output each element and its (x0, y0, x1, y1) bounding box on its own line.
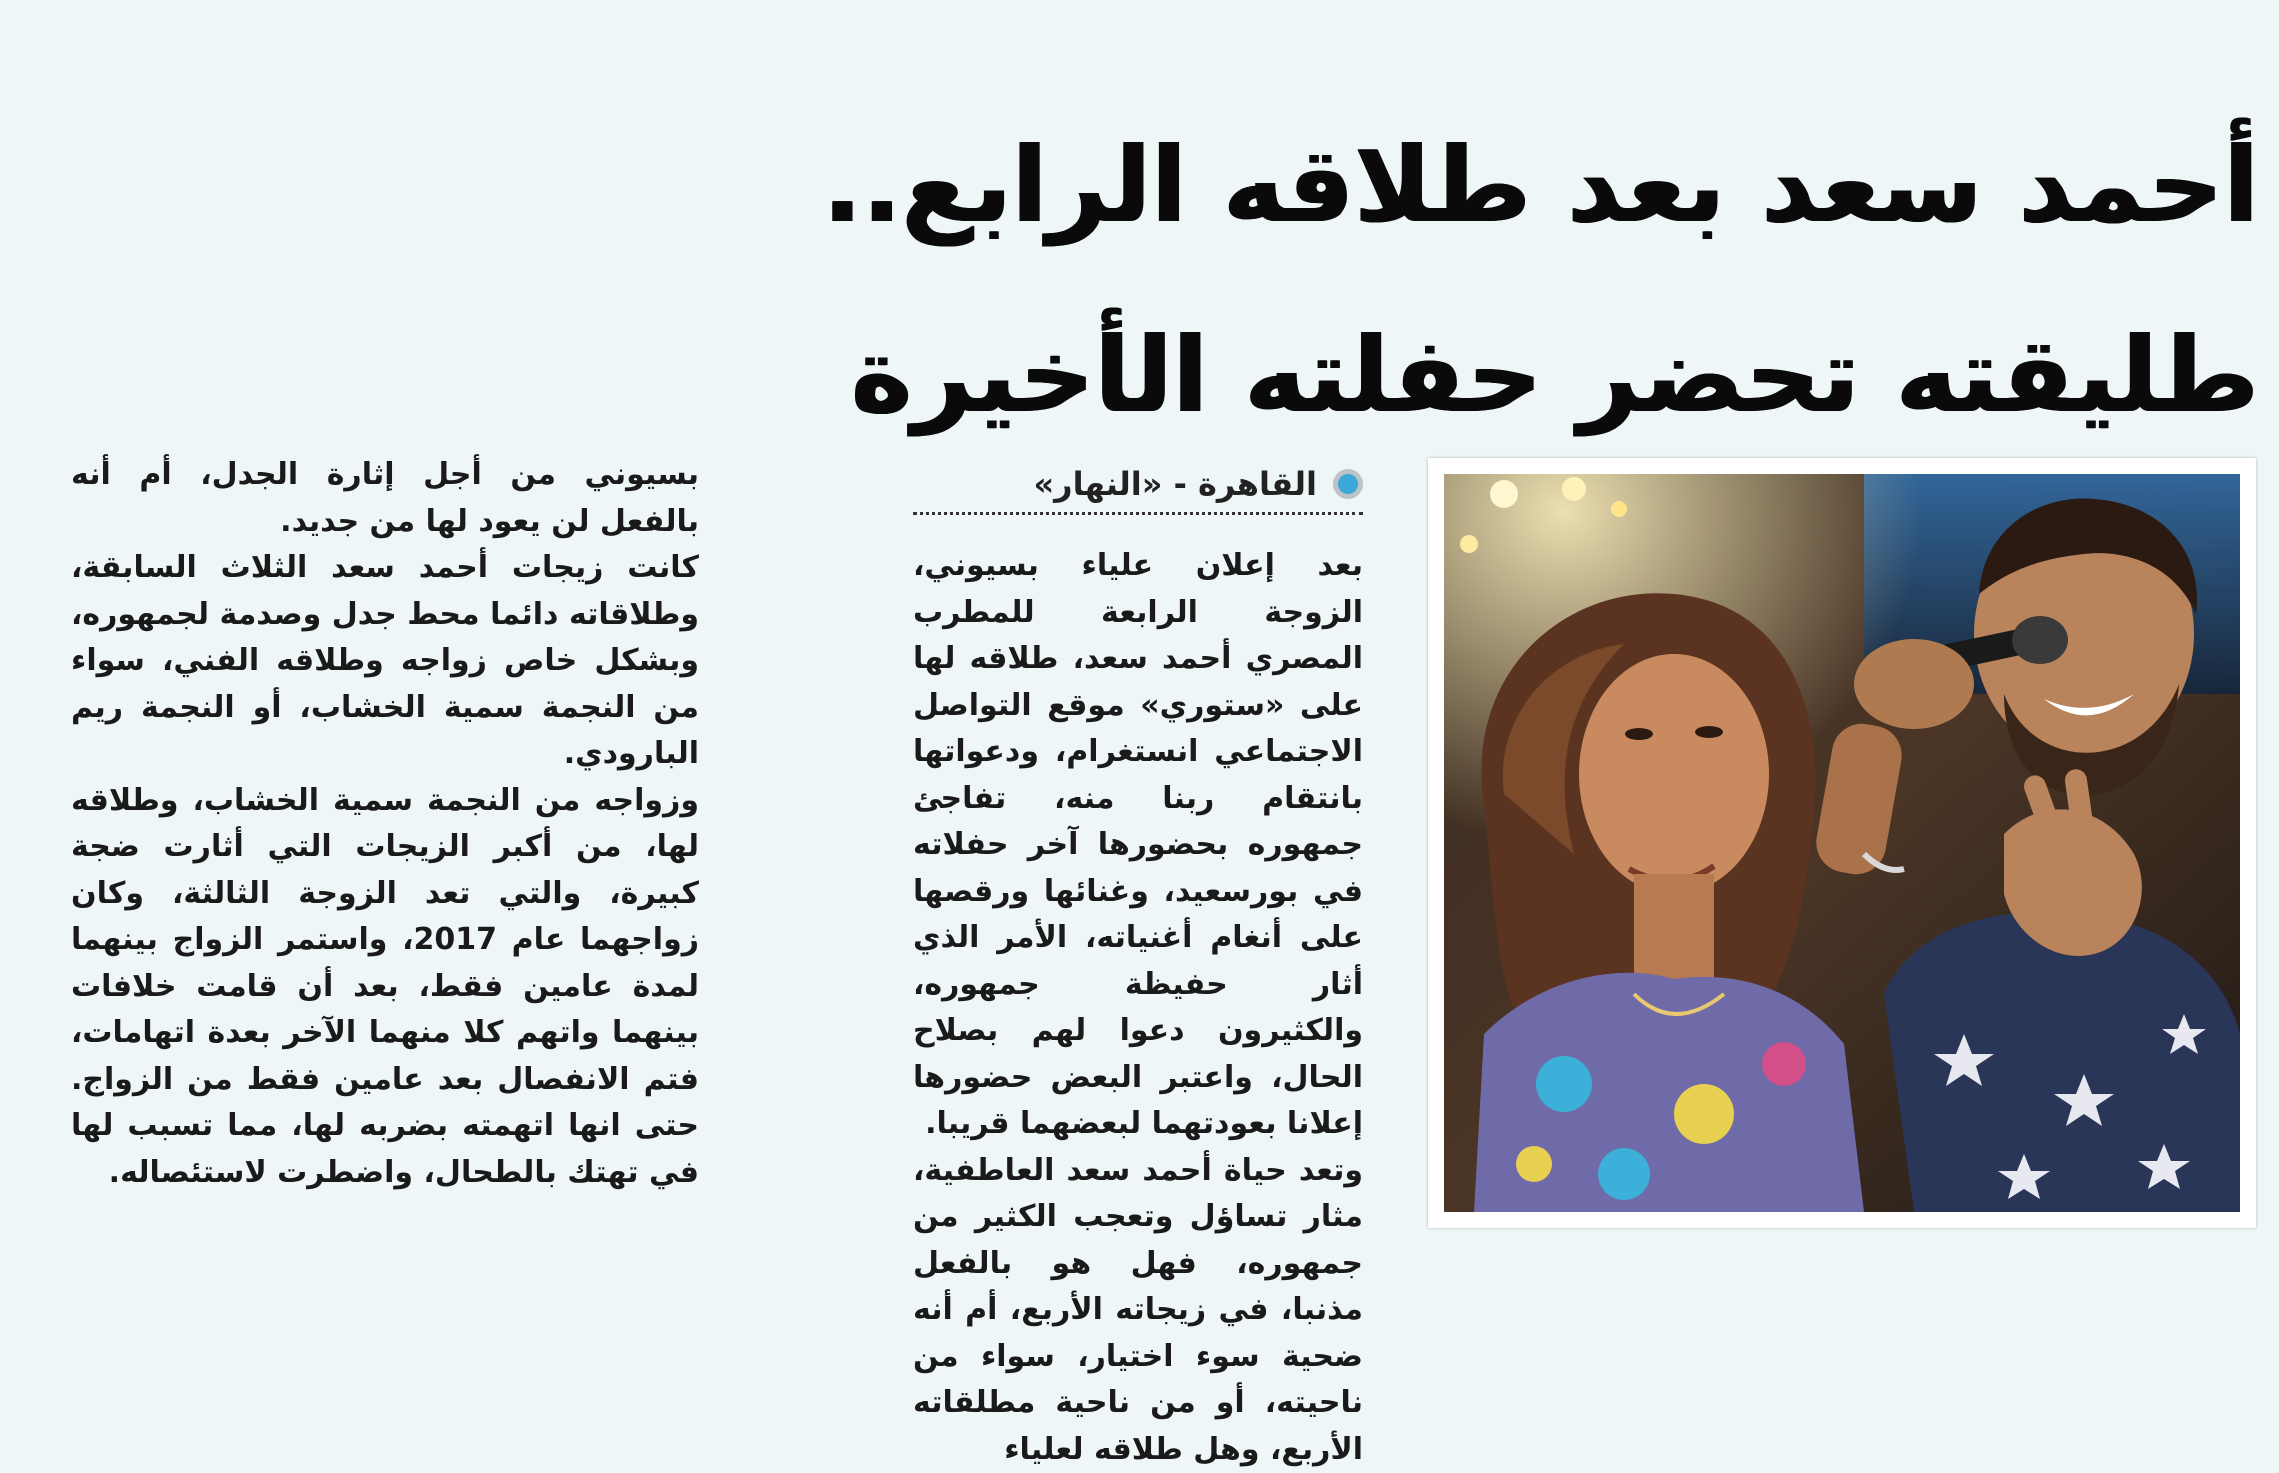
headline (779, 90, 2259, 470)
article-photo-frame (1428, 458, 2256, 1228)
article-paragraph: وزواجه من النجمة سمية الخشاب، وطلاقه لها، من أكبر الزيجات التي أثارت ضجة كبيرة، والتي تعد الزوجة الثالثة، وكان زواجهما عام 2017، واستمر الزواج بينهما لمدة عامين فقط، بعد أن قامت خلافات بينهما واتهم كلا منهما الآخر بعدة اتهامات، فتم الانفصال بعد عامين فقط من الزواج. حتى انها اتهمته بضربه لها، مما تسبب لها في تهتك بالطحال، واضطرت لاستئصاله. (71, 778, 699, 1197)
byline (913, 456, 1363, 515)
article-paragraph: بسيوني من أجل إثارة الجدل، أم أنه بالفعل لن يعود لها من جديد. (71, 452, 699, 545)
article-column-left (71, 452, 699, 1196)
bullet-dot-icon (1333, 469, 1363, 499)
singer-and-woman-photo (1444, 474, 2240, 1212)
article-paragraph: كانت زيجات أحمد سعد الثلاث السابقة، وطلاقاته دائما محط جدل وصدمة لجمهوره، وبشكل خاص زواجه وطلاقه الفني، سواء من النجمة سمية الخشاب، أو النجمة ريم البارودي. (71, 545, 699, 778)
article-column-middle (913, 543, 1363, 1473)
article-paragraph: وتعد حياة أحمد سعد العاطفية، مثار تساؤل وتعجب الكثير من جمهوره، فهل هو بالفعل مذنبا، في زيجاته الأربع، أم أنه ضحية سوء اختيار، سواء من ناحيته، أو من ناحية مطلقاته الأربع، وهل طلاقه لعلياء (913, 1148, 1363, 1473)
article-paragraph: بعد إعلان علياء بسيوني، الزوجة الرابعة للمطرب المصري أحمد سعد، طلاقه لها على «ستوري» موقع التواصل الاجتماعي انستغرام، ودعواتها بانتقام ربنا منه، تفاجئ جمهوره بحضورها آخر حفلاته في بورسعيد، وغنائها ورقصها على أنغام أغنياته، الأمر الذي أثار حفيظة جمهوره، والكثيرون دعوا لهم بصلاح الحال، واعتبر البعض حضورها إعلانا بعودتهما لبعضهما قريبا. (913, 543, 1363, 1148)
byline-text: القاهرة - «النهار» (1033, 465, 1317, 503)
headline-line-2: طليقته تحضر حفلته الأخيرة (779, 280, 2259, 470)
headline-line-1: أحمد سعد بعد طلاقه الرابع.. (779, 90, 2259, 280)
